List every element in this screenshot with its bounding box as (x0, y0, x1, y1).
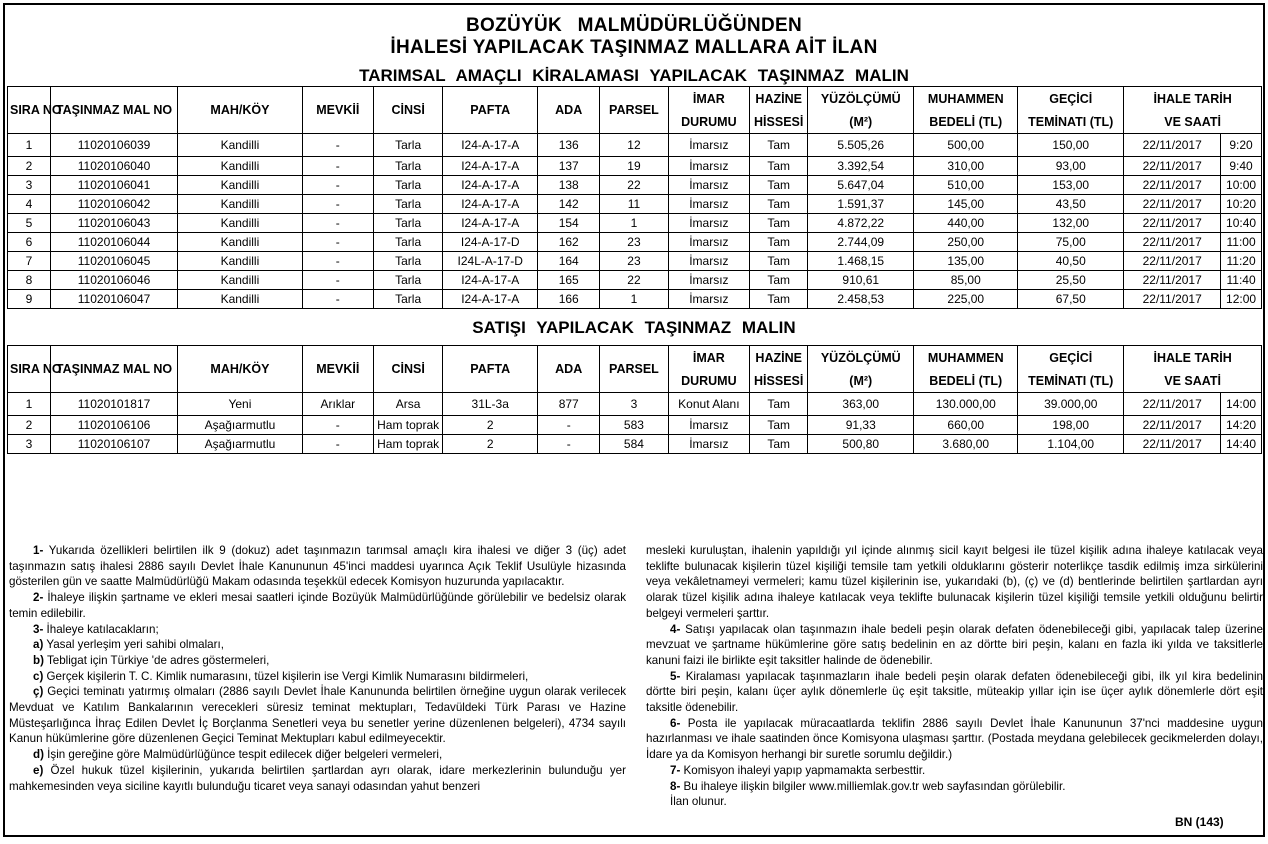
header-sira: SIRA NO (8, 87, 51, 134)
header-ada: ADA (538, 87, 600, 134)
cell-imar-durumu: İmarsız (668, 214, 750, 233)
cell-tasinmaz-no: 11020101817 (50, 393, 177, 416)
cell-hazine-hissesi: Tam (750, 271, 808, 290)
cell-tasinmaz-no: 11020106039 (50, 134, 177, 157)
cell-imar-durumu: İmarsız (668, 271, 750, 290)
cell-ihale-saat: 9:40 (1221, 157, 1262, 176)
cell-yuzolcum: 1.591,37 (808, 195, 914, 214)
cell-mahkoy: Yeni (178, 393, 302, 416)
cell-tasinmaz-no: 11020106046 (50, 271, 177, 290)
cell-muhammen-bedeli: 310,00 (914, 157, 1018, 176)
cell-tasinmaz-no: 11020106041 (50, 176, 177, 195)
cell-gecici-teminat: 132,00 (1018, 214, 1124, 233)
cell-muhammen-bedeli: 3.680,00 (914, 435, 1018, 454)
cell-parsel: 11 (600, 195, 668, 214)
clause-text: Yukarıda özellikleri belirtilen ilk 9 (dokuz) adet taşınmazın tarımsal amaçlı kira ihalesi ve diğer 3 (üç) adet taşınmazın satış ihalesi 2886 sayılı Devlet İhale Kanununun 45'inci maddesi uyarınca Açık Teklif Usulüyle hizasında gösterilen gün ve saatte Malmüdürlüğü Makam odasında teşekkül edecek Komisyon huzurunda yapılacaktır. (9, 544, 626, 589)
cell-yuzolcum: 2.458,53 (808, 290, 914, 309)
header-cinsi: CİNSİ (373, 346, 442, 393)
cell-mevkii: - (302, 214, 373, 233)
cell-mahkoy: Kandilli (178, 252, 302, 271)
table-row (8, 290, 1262, 309)
cell-yuzolcum: 3.392,54 (808, 157, 914, 176)
conditions-right-column (646, 543, 1263, 810)
cell-hazine-hissesi: Tam (750, 157, 808, 176)
cell-pafta: I24-A-17-A (443, 214, 538, 233)
cell-sira: 2 (8, 157, 51, 176)
table-row (8, 214, 1262, 233)
clause-4 (646, 622, 1263, 669)
cell-mahkoy: Kandilli (178, 290, 302, 309)
header-pafta: PAFTA (443, 87, 538, 134)
cell-ada: 162 (538, 233, 600, 252)
clause-7 (646, 763, 1263, 779)
cell-ihale-tarih: 22/11/2017 (1124, 290, 1221, 309)
header-pafta: PAFTA (443, 346, 538, 393)
cell-ada: 154 (538, 214, 600, 233)
cell-yuzolcum: 5.647,04 (808, 176, 914, 195)
table-row (8, 435, 1262, 454)
cell-gecici-teminat: 40,50 (1018, 252, 1124, 271)
cell-mahkoy: Aşağıarmutlu (178, 416, 302, 435)
table-row (8, 416, 1262, 435)
cell-ihale-saat: 12:00 (1221, 290, 1262, 309)
cell-gecici-teminat: 67,50 (1018, 290, 1124, 309)
cell-hazine-hissesi: Tam (750, 416, 808, 435)
cell-mahkoy: Kandilli (178, 176, 302, 195)
closing-line: İlan olunur. (670, 795, 727, 809)
clause-8 (646, 779, 1263, 795)
cell-mevkii: Arıklar (302, 393, 373, 416)
cell-ihale-tarih: 22/11/2017 (1124, 271, 1221, 290)
cell-imar-durumu: İmarsız (668, 435, 750, 454)
cell-sira: 1 (8, 134, 51, 157)
header-muhammen: MUHAMMEN (914, 346, 1018, 371)
cell-ada: 877 (538, 393, 600, 416)
item-label: ç) (33, 685, 44, 699)
cell-sira: 1 (8, 393, 51, 416)
cell-hazine-hissesi: Tam (750, 290, 808, 309)
cell-tasinmaz-no: 11020106107 (50, 435, 177, 454)
cell-yuzolcum: 910,61 (808, 271, 914, 290)
cell-sira: 5 (8, 214, 51, 233)
clause-text: Komisyon ihaleyi yapıp yapmamakta serbesttir. (680, 763, 926, 777)
header-parsel: PARSEL (600, 87, 668, 134)
cell-gecici-teminat: 150,00 (1018, 134, 1124, 157)
sale-table-body (8, 393, 1262, 454)
cell-gecici-teminat: 43,50 (1018, 195, 1124, 214)
clause-3b (9, 653, 626, 669)
cell-cinsi: Arsa (373, 393, 442, 416)
cell-ada: 138 (538, 176, 600, 195)
item-text: Tebligat için Türkiye 'de adres göstermeleri, (43, 653, 270, 667)
cell-parsel: 583 (600, 416, 668, 435)
cell-ihale-saat: 14:00 (1221, 393, 1262, 416)
table-row (8, 195, 1262, 214)
header-imar-durumu: DURUMU (668, 111, 750, 134)
clause-number: 5- (670, 669, 681, 683)
clause-3cc (9, 684, 626, 747)
clause-number: 3- (33, 622, 44, 636)
cell-parsel: 22 (600, 271, 668, 290)
cell-ada: - (538, 416, 600, 435)
item-label: c) (33, 669, 44, 683)
announcement-title: İHALESİ YAPILACAK TAŞINMAZ MALLARA AİT İLAN (390, 37, 878, 58)
clause-number: 8- (670, 779, 681, 793)
cell-yuzolcum: 500,80 (808, 435, 914, 454)
clause-6 (646, 716, 1263, 763)
clause-number: 1- (33, 544, 44, 557)
header-mahkoy: MAH/KÖY (178, 87, 302, 134)
cell-mahkoy: Kandilli (178, 157, 302, 176)
cell-ihale-tarih: 22/11/2017 (1124, 252, 1221, 271)
cell-imar-durumu: İmarsız (668, 176, 750, 195)
cell-ihale-saat: 11:20 (1221, 252, 1262, 271)
cell-imar-durumu: Konut Alanı (668, 393, 750, 416)
cell-ihale-tarih: 22/11/2017 (1124, 393, 1221, 416)
header-parsel: PARSEL (600, 346, 668, 393)
header-yuzolcum-unit: (M²) (808, 111, 914, 134)
table-row (8, 233, 1262, 252)
cell-mevkii: - (302, 416, 373, 435)
cell-ada: 136 (538, 134, 600, 157)
cell-cinsi: Tarla (373, 271, 442, 290)
header-cinsi: CİNSİ (373, 87, 442, 134)
cell-muhammen-bedeli: 250,00 (914, 233, 1018, 252)
cell-mevkii: - (302, 176, 373, 195)
clause-3d (9, 747, 626, 763)
clause-text: Kiralaması yapılacak taşınmazların ihale bedeli peşin olarak defaten ödenebileceği gibi, ilk yıl kira bedelinin dörtte biri peşin, kalanı üçer aylık dönemlerle üç eşit taksitle, müteakip yıllar için ise üçer aylık dönemlerle dört eşit taksitle ödenebilir. (646, 669, 1263, 715)
cell-pafta: 2 (443, 416, 538, 435)
cell-ihale-saat: 10:40 (1221, 214, 1262, 233)
cell-sira: 9 (8, 290, 51, 309)
clause-number: 2- (33, 591, 44, 605)
cell-muhammen-bedeli: 440,00 (914, 214, 1018, 233)
header-hazine: HAZİNE (750, 87, 808, 112)
cell-parsel: 22 (600, 176, 668, 195)
cell-sira: 2 (8, 416, 51, 435)
clause-number: 6- (670, 716, 681, 730)
cell-ihale-saat: 14:40 (1221, 435, 1262, 454)
cell-pafta: I24L-A-17-D (443, 252, 538, 271)
cell-parsel: 1 (600, 214, 668, 233)
header-mevkii: MEVKİİ (302, 87, 373, 134)
cell-pafta: 2 (443, 435, 538, 454)
cell-ihale-tarih: 22/11/2017 (1124, 233, 1221, 252)
header-yuzolcum: YÜZÖLÇÜMÜ (808, 346, 914, 371)
item-label: d) (33, 748, 44, 762)
cell-mevkii: - (302, 134, 373, 157)
cell-parsel: 1 (600, 290, 668, 309)
table-row (8, 176, 1262, 195)
header-yuzolcum-unit: (M²) (808, 370, 914, 393)
cell-mevkii: - (302, 271, 373, 290)
cell-pafta: I24-A-17-A (443, 157, 538, 176)
header-tasinmaz-no: TAŞINMAZ MAL NO (50, 87, 177, 134)
cell-hazine-hissesi: Tam (750, 435, 808, 454)
header-gecici-teminati: TEMİNATI (TL) (1018, 111, 1124, 134)
clause-number: 4- (670, 622, 681, 636)
header-imar-durumu: DURUMU (668, 370, 750, 393)
clause-3 (9, 622, 626, 638)
cell-cinsi: Ham toprak (373, 435, 442, 454)
cell-ihale-saat: 11:00 (1221, 233, 1262, 252)
cell-tasinmaz-no: 11020106106 (50, 416, 177, 435)
item-label: e) (33, 763, 44, 777)
cell-cinsi: Tarla (373, 214, 442, 233)
cell-mahkoy: Kandilli (178, 271, 302, 290)
cell-ada: 164 (538, 252, 600, 271)
cell-mahkoy: Aşağıarmutlu (178, 435, 302, 454)
cell-pafta: 31L-3a (443, 393, 538, 416)
cell-gecici-teminat: 75,00 (1018, 233, 1124, 252)
header-mahkoy: MAH/KÖY (178, 346, 302, 393)
conditions-left-column (9, 543, 626, 794)
cell-tasinmaz-no: 11020106040 (50, 157, 177, 176)
clause-text: Satışı yapılacak olan taşınmazın ihale bedeli peşin olarak defaten ödenebileceği gibi, yapılacak talep üzerine mevzuat ve şartname hükümlerine göre satış bedelinin en az dörtte biri peşin, kalanı en fazla iki yılda ve taksitlerle kanuni faizi ile birlikte eşit taksitler halinde de ödenebilir. (646, 622, 1263, 667)
table-row (8, 271, 1262, 290)
header-sira: SIRA NO (8, 346, 51, 393)
cell-ihale-tarih: 22/11/2017 (1124, 435, 1221, 454)
header-ihale: İHALE TARİH (1124, 346, 1262, 371)
cell-ada: 142 (538, 195, 600, 214)
sale-property-table (7, 345, 1262, 454)
clause-2 (9, 590, 626, 621)
rental-section-title: TARIMSAL AMAÇLI KİRALAMASI YAPILACAK TAŞINMAZ MALIN (359, 66, 909, 85)
cell-imar-durumu: İmarsız (668, 157, 750, 176)
cell-yuzolcum: 91,33 (808, 416, 914, 435)
rental-table-body (8, 134, 1262, 309)
cell-hazine-hissesi: Tam (750, 195, 808, 214)
clause-3a (9, 637, 626, 653)
cell-muhammen-bedeli: 510,00 (914, 176, 1018, 195)
header-gecici-teminati: TEMİNATI (TL) (1018, 370, 1124, 393)
cell-hazine-hissesi: Tam (750, 134, 808, 157)
cell-sira: 8 (8, 271, 51, 290)
announcement-page (3, 3, 1265, 837)
item-label: a) (33, 638, 44, 652)
header-tasinmaz-no: TAŞINMAZ MAL NO (50, 346, 177, 393)
cell-muhammen-bedeli: 135,00 (914, 252, 1018, 271)
cell-ihale-tarih: 22/11/2017 (1124, 157, 1221, 176)
clause-5 (646, 669, 1263, 716)
cell-ihale-saat: 9:20 (1221, 134, 1262, 157)
cell-imar-durumu: İmarsız (668, 416, 750, 435)
header-mevkii: MEVKİİ (302, 346, 373, 393)
cell-yuzolcum: 2.744,09 (808, 233, 914, 252)
cell-mahkoy: Kandilli (178, 195, 302, 214)
cell-gecici-teminat: 25,50 (1018, 271, 1124, 290)
cell-ihale-saat: 11:40 (1221, 271, 1262, 290)
cell-cinsi: Tarla (373, 157, 442, 176)
cell-mevkii: - (302, 252, 373, 271)
cell-mahkoy: Kandilli (178, 214, 302, 233)
clause-3c (9, 669, 626, 685)
cell-gecici-teminat: 153,00 (1018, 176, 1124, 195)
header-muhammen: MUHAMMEN (914, 87, 1018, 112)
cell-parsel: 12 (600, 134, 668, 157)
cell-mevkii: - (302, 435, 373, 454)
cell-imar-durumu: İmarsız (668, 252, 750, 271)
cell-cinsi: Tarla (373, 195, 442, 214)
header-hazine-hissesi: HİSSESİ (750, 370, 808, 393)
cell-muhammen-bedeli: 225,00 (914, 290, 1018, 309)
cell-mevkii: - (302, 290, 373, 309)
cell-hazine-hissesi: Tam (750, 393, 808, 416)
cell-pafta: I24-A-17-A (443, 290, 538, 309)
clause-3e-continued: mesleki kuruluştan, ihalenin yapıldığı yıl içinde alınmış sicil kayıt belgesi ile tüzel kişilik adına ihaleye katılacak veya teklifte bulunacak kişilerin tüzel kişiliği temsile tam yetkili olduklarını gösterir noterlikçe tasdik edilmiş imza sirkülerini veya vekâletnameyi vermeleri; kamu tüzel kişilerinin ise, yukarıdaki (b), (ç) ve (d) bentlerinde belirtilen şartlardan ayrı olarak tüzel kişilik adına ihaleye katılacak veya teklifte bulunacak kişilerin tüzel kişiliği temsile yetkili olduğunu belirtir belgeyi vermeleri şarttır. (646, 544, 1263, 620)
cell-cinsi: Tarla (373, 176, 442, 195)
cell-gecici-teminat: 1.104,00 (1018, 435, 1124, 454)
cell-cinsi: Tarla (373, 233, 442, 252)
header-ada: ADA (538, 346, 600, 393)
item-text: İşin gereğine göre Malmüdürlüğünce tespit edilecek diğer belgeleri vermeleri, (43, 748, 443, 762)
item-text: Geçici teminatı yatırmış olmaları (2886 sayılı Devlet İhale Kanununda belirtilen örneğine uygun olarak verilecek Mevduat ve Katılım Bankalarının verecekleri süresiz teminat mektupları, Tedavüldeki Türk Parası ve Hazine Müsteşarlığınca İhraç Edilen Devlet İç Borçlanma Senetleri veya bu senetler yerine düzenlenen belgeleri), 4734 sayılı Kanun hükümlerine göre düzenlenen Geçici Teminat Mektupları kabul edilmeyecektir. (9, 685, 626, 746)
cell-cinsi: Ham toprak (373, 416, 442, 435)
clause-number: 7- (670, 763, 681, 777)
cell-mevkii: - (302, 157, 373, 176)
cell-ihale-saat: 14:20 (1221, 416, 1262, 435)
cell-pafta: I24-A-17-A (443, 176, 538, 195)
cell-hazine-hissesi: Tam (750, 233, 808, 252)
cell-parsel: 3 (600, 393, 668, 416)
header-muhammen-bedeli: BEDELİ (TL) (914, 370, 1018, 393)
header-imar: İMAR (668, 87, 750, 112)
item-text: Yasal yerleşim yeri sahibi olmaları, (43, 638, 224, 652)
cell-mahkoy: Kandilli (178, 134, 302, 157)
cell-ihale-saat: 10:00 (1221, 176, 1262, 195)
cell-muhammen-bedeli: 145,00 (914, 195, 1018, 214)
cell-muhammen-bedeli: 660,00 (914, 416, 1018, 435)
cell-hazine-hissesi: Tam (750, 176, 808, 195)
cell-cinsi: Tarla (373, 134, 442, 157)
clause-3e (9, 763, 626, 794)
cell-gecici-teminat: 39.000,00 (1018, 393, 1124, 416)
cell-ihale-tarih: 22/11/2017 (1124, 195, 1221, 214)
header-muhammen-bedeli: BEDELİ (TL) (914, 111, 1018, 134)
cell-yuzolcum: 5.505,26 (808, 134, 914, 157)
cell-tasinmaz-no: 11020106042 (50, 195, 177, 214)
header-hazine: HAZİNE (750, 346, 808, 371)
cell-imar-durumu: İmarsız (668, 134, 750, 157)
header-gecici: GEÇİCİ (1018, 87, 1124, 112)
cell-imar-durumu: İmarsız (668, 290, 750, 309)
cell-yuzolcum: 4.872,22 (808, 214, 914, 233)
cell-mevkii: - (302, 233, 373, 252)
office-title: BOZÜYÜK MALMÜDÜRLÜĞÜNDEN (466, 15, 802, 36)
cell-gecici-teminat: 93,00 (1018, 157, 1124, 176)
item-label: b) (33, 653, 44, 667)
cell-tasinmaz-no: 11020106044 (50, 233, 177, 252)
header-ihale-saati: VE SAATİ (1124, 111, 1262, 134)
clause-text: İhaleye ilişkin şartname ve ekleri mesai saatleri içinde Bozüyük Malmüdürlüğünde görülebilir ve bedelsiz olarak temin edilebilir. (9, 591, 626, 620)
cell-sira: 4 (8, 195, 51, 214)
cell-ada: 165 (538, 271, 600, 290)
cell-cinsi: Tarla (373, 290, 442, 309)
cell-muhammen-bedeli: 130.000,00 (914, 393, 1018, 416)
cell-parsel: 23 (600, 252, 668, 271)
sale-section-title: SATIŞI YAPILACAK TAŞINMAZ MALIN (472, 318, 796, 337)
cell-tasinmaz-no: 11020106043 (50, 214, 177, 233)
cell-mahkoy: Kandilli (178, 233, 302, 252)
cell-pafta: I24-A-17-A (443, 195, 538, 214)
cell-sira: 6 (8, 233, 51, 252)
cell-ada: 166 (538, 290, 600, 309)
cell-parsel: 584 (600, 435, 668, 454)
cell-ihale-tarih: 22/11/2017 (1124, 214, 1221, 233)
cell-imar-durumu: İmarsız (668, 233, 750, 252)
item-text: Özel hukuk tüzel kişilerinin, yukarıda belirtilen şartlardan ayrı olarak, idare merkezlerinin bulunduğu yer mahkemesinden veya siciline kayıtlı bulunduğu ticaret veya sanayi odasından yahut benzeri (9, 763, 626, 793)
table-row (8, 134, 1262, 157)
cell-yuzolcum: 363,00 (808, 393, 914, 416)
table-row (8, 252, 1262, 271)
header-ihale-saati: VE SAATİ (1124, 370, 1262, 393)
cell-sira: 3 (8, 176, 51, 195)
item-text: Gerçek kişilerin T. C. Kimlik numarasını, tüzel kişilerin ise Vergi Kimlik Numarasını bildirmeleri, (43, 669, 529, 683)
cell-ihale-tarih: 22/11/2017 (1124, 416, 1221, 435)
cell-muhammen-bedeli: 85,00 (914, 271, 1018, 290)
cell-ihale-tarih: 22/11/2017 (1124, 134, 1221, 157)
header-imar: İMAR (668, 346, 750, 371)
cell-imar-durumu: İmarsız (668, 195, 750, 214)
cell-tasinmaz-no: 11020106047 (50, 290, 177, 309)
cell-gecici-teminat: 198,00 (1018, 416, 1124, 435)
clause-text: Bu ihaleye ilişkin bilgiler www.milliemlak.gov.tr web sayfasından görülebilir. (680, 779, 1066, 793)
cell-sira: 7 (8, 252, 51, 271)
cell-hazine-hissesi: Tam (750, 214, 808, 233)
cell-pafta: I24-A-17-D (443, 233, 538, 252)
header-gecici: GEÇİCİ (1018, 346, 1124, 371)
cell-pafta: I24-A-17-A (443, 134, 538, 157)
header-yuzolcum: YÜZÖLÇÜMÜ (808, 87, 914, 112)
table-row (8, 393, 1262, 416)
header-ihale: İHALE TARİH (1124, 87, 1262, 112)
cell-ada: - (538, 435, 600, 454)
cell-muhammen-bedeli: 500,00 (914, 134, 1018, 157)
cell-yuzolcum: 1.468,15 (808, 252, 914, 271)
rental-property-table (7, 86, 1262, 309)
cell-hazine-hissesi: Tam (750, 252, 808, 271)
cell-tasinmaz-no: 11020106045 (50, 252, 177, 271)
cell-ada: 137 (538, 157, 600, 176)
cell-parsel: 23 (600, 233, 668, 252)
cell-ihale-saat: 10:20 (1221, 195, 1262, 214)
header-hazine-hissesi: HİSSESİ (750, 111, 808, 134)
cell-mevkii: - (302, 195, 373, 214)
footer-code: BN (143) (1175, 815, 1224, 829)
cell-ihale-tarih: 22/11/2017 (1124, 176, 1221, 195)
cell-pafta: I24-A-17-A (443, 271, 538, 290)
cell-parsel: 19 (600, 157, 668, 176)
clause-text: İhaleye katılacakların; (43, 622, 159, 636)
clause-1 (9, 543, 626, 590)
cell-cinsi: Tarla (373, 252, 442, 271)
table-row (8, 157, 1262, 176)
cell-sira: 3 (8, 435, 51, 454)
clause-text: Posta ile yapılacak müracaatlarda teklifin 2886 sayılı Devlet İhale Kanununun 37'nci maddesine uygun hazırlanması ve ihale saatinden önce Komisyona ulaşması şarttır. (Postada meydana gelebilecek gecikmelerden dolayı, İdare ya da Komisyon herhangi bir suretle sorumlu değildir.) (646, 716, 1263, 762)
